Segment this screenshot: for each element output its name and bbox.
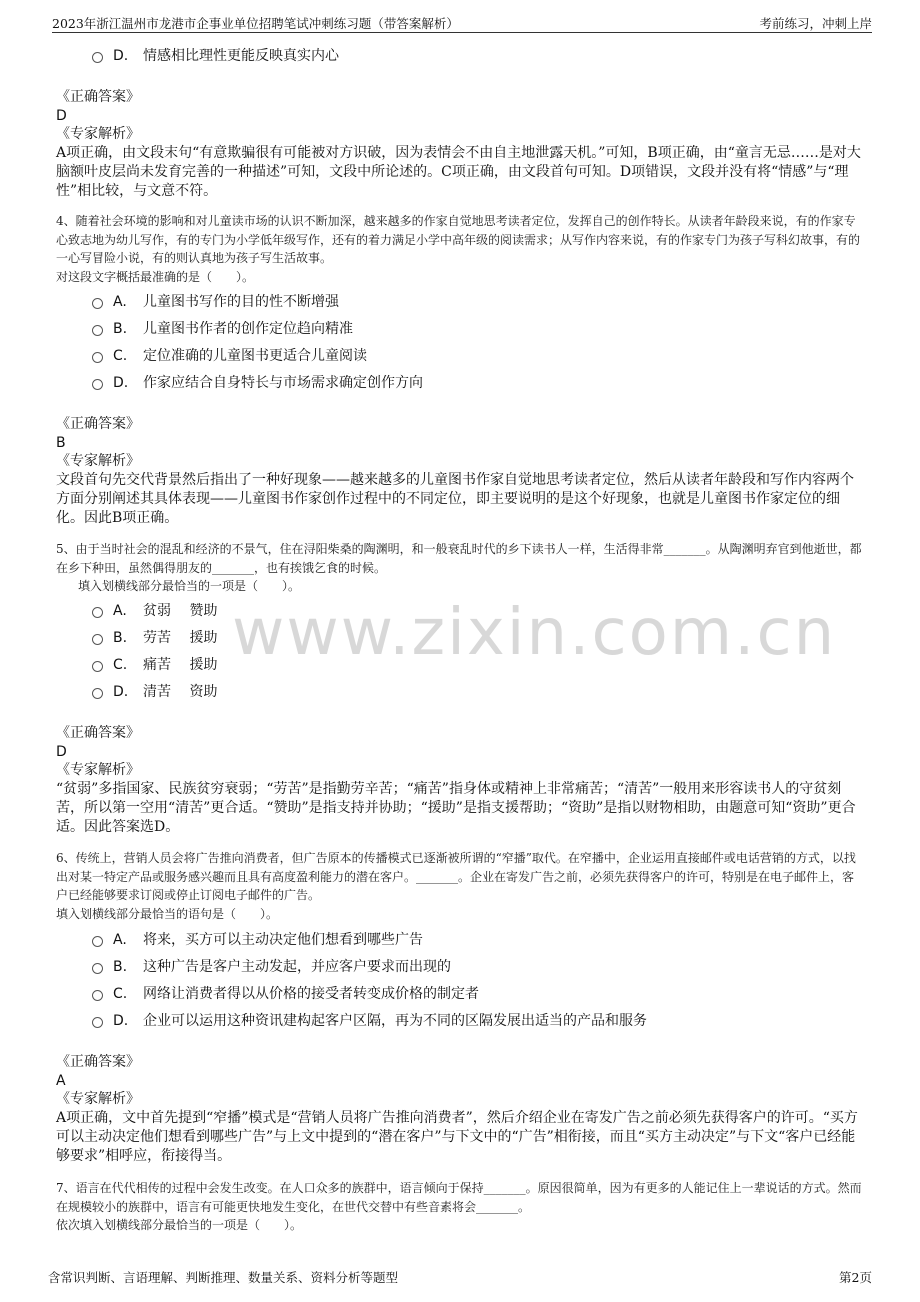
q3-option-d[interactable]: D. 情感相比理性更能反映真实内心 <box>92 46 339 66</box>
q4-stem <box>56 212 864 286</box>
page-header <box>52 12 872 33</box>
question-text: 7、语言在代代相传的过程中会发生改变。在人口众多的族群中，语言倾向于保持_______。原因很简单，因为有更多的人能记住上一辈说话的方式。然而在规模较小的族群中，语言有可能更快地发生变化，在世代交替中有些音素将会_______。 <box>56 1181 862 1214</box>
question-prompt: 填入划横线部分最恰当的一项是（ ）。 <box>78 579 301 593</box>
explanation-text: A项正确，由文段末句“有意欺骗很有可能被对方识破，因为表情会不由自主地泄露天机。”可知，B项正确，由“童言无忌……是对大脑额叶皮层尚未发育完善的一种描述”可知，文段中所论述的。C项正确，由文段首句可知。D项错误，文段并没有将“情感”与“理性”相比较，与文意不符。 <box>56 145 861 199</box>
radio-icon[interactable] <box>92 298 103 309</box>
q4-answer-block <box>56 415 864 528</box>
question-prompt: 填入划横线部分最恰当的语句是（ ）。 <box>56 906 279 921</box>
question-text: 5、由于当时社会的混乱和经济的不景气，住在浔阳柴桑的陶渊明，和一般衰乱时代的乡下读书人一样，生活得非常_______。从陶渊明弃官到他逝世，都在乡下种田，虽然偶得朋友的_______，也有挨饿乞食的时候。 <box>56 542 862 575</box>
q4-option-a[interactable]: A. 儿童图书写作的目的性不断增强 <box>92 292 339 312</box>
q6-option-b[interactable]: B. 这种广告是客户主动发起，并应客户要求而出现的 <box>92 957 451 977</box>
question-text: 6、传统上，营销人员会将广告推向消费者，但广告原本的传播模式已逐渐被所谓的“窄播”取代。在窄播中，企业运用直接邮件或电话营销的方式，以找出对某一特定产品或服务感兴趣而且具有高度盈利能力的潜在客户。_______。企业在寄发广告之前，必须先获得客户的许可，特别是在电子邮件上，客户已经能够要求订阅或停止订阅电子邮件的广告。 <box>56 851 856 902</box>
q4-option-b[interactable]: B. 儿童图书作者的创作定位趋向精准 <box>92 319 353 339</box>
option-text: 贫弱 赞助 <box>143 603 218 619</box>
question-prompt: 对这段文字概括最准确的是（ ）。 <box>56 269 255 284</box>
radio-icon[interactable] <box>92 52 103 63</box>
option-text: 清苦 资助 <box>143 684 218 700</box>
radio-icon[interactable] <box>92 688 103 699</box>
option-text: 儿童图书写作的目的性不断增强 <box>143 294 339 310</box>
answer-label: 《正确答案》 <box>56 1054 140 1070</box>
option-text: 痛苦 援助 <box>143 657 218 673</box>
option-text: 劳苦 援助 <box>143 630 218 646</box>
q4-option-d[interactable]: D. 作家应结合自身特长与市场需求确定创作方向 <box>92 373 423 393</box>
explanation-label: 《专家解析》 <box>56 762 140 778</box>
answer-value: D <box>56 108 67 124</box>
radio-icon[interactable] <box>92 661 103 672</box>
option-text: 定位准确的儿童图书更适合儿童阅读 <box>143 348 367 364</box>
q6-option-c[interactable]: C. 网络让消费者得以从价格的接受者转变成价格的制定者 <box>92 984 479 1004</box>
radio-icon[interactable] <box>92 325 103 336</box>
radio-icon[interactable] <box>92 607 103 618</box>
explanation-text: A项正确，文中首先提到“窄播”模式是“营销人员将广告推向消费者”，然后介绍企业在寄发广告之前必须先获得客户的许可。“买方可以主动决定他们想看到哪些广告”与上文中提到的“潜在客户”与下文中的“广告”相衔接，而且“买方主动决定”与下文“客户已经能够要求”相呼应，衔接得当。 <box>56 1110 858 1164</box>
radio-icon[interactable] <box>92 990 103 1001</box>
radio-icon[interactable] <box>92 634 103 645</box>
radio-icon[interactable] <box>92 1017 103 1028</box>
answer-label: 《正确答案》 <box>56 725 140 741</box>
option-text: 情感相比理性更能反映真实内心 <box>143 48 339 64</box>
radio-icon[interactable] <box>92 379 103 390</box>
answer-value: A <box>56 1073 66 1089</box>
q5-option-a[interactable]: A. 贫弱 赞助 <box>92 601 217 621</box>
footer-text: 含常识判断、言语理解、判断推理、数量关系、资料分析等题型 <box>48 1270 399 1285</box>
q5-option-d[interactable]: D. 清苦 资助 <box>92 682 217 702</box>
answer-value: D <box>56 744 67 760</box>
page-number: 第2页 <box>839 1270 872 1285</box>
header-slogan: 考前练习，冲刺上岸 <box>759 16 872 31</box>
q4-option-c[interactable]: C. 定位准确的儿童图书更适合儿童阅读 <box>92 346 367 366</box>
q6-option-a[interactable]: A. 将来，买方可以主动决定他们想看到哪些广告 <box>92 930 423 950</box>
q5-stem <box>56 540 864 596</box>
option-text: 将来，买方可以主动决定他们想看到哪些广告 <box>143 932 423 948</box>
option-text: 儿童图书作者的创作定位趋向精准 <box>143 321 353 337</box>
answer-label: 《正确答案》 <box>56 416 140 432</box>
radio-icon[interactable] <box>92 352 103 363</box>
document-title: 2023年浙江温州市龙港市企事业单位招聘笔试冲刺练习题（带答案解析） <box>52 16 459 31</box>
radio-icon[interactable] <box>92 963 103 974</box>
answer-value: B <box>56 435 66 451</box>
q5-answer-block <box>56 724 864 837</box>
option-text: 作家应结合自身特长与市场需求确定创作方向 <box>143 375 423 391</box>
explanation-text: 文段首句先交代背景然后指出了一种好现象——越来越多的儿童图书作家自觉地思考读者定位，然后从读者年龄段和写作内容两个方面分别阐述其具体表现——儿童图书作家创作过程中的不同定位，即主要说明的是这个好现象，也就是儿童图书作家定位的细化。因此B项正确。 <box>56 472 854 526</box>
q6-option-d[interactable]: D. 企业可以运用这种资讯建构起客户区隔，再为不同的区隔发展出适当的产品和服务 <box>92 1011 647 1031</box>
option-text: 网络让消费者得以从价格的接受者转变成价格的制定者 <box>143 986 479 1002</box>
question-text: 4、随着社会环境的影响和对儿童读市场的认识不断加深，越来越多的作家自觉地思考读者定位，发挥自己的创作特长。从读者年龄段来说，有的作家专心致志地为幼儿写作，有的专门为小学低年级写作，还有的着力满足小学中高年级的阅读需求；从写作内容来说，有的作家专门为孩子写科幻故事，有的一心写冒险小说，有的则认真地为孩子写生活故事。 <box>56 214 861 265</box>
q5-option-b[interactable]: B. 劳苦 援助 <box>92 628 217 648</box>
explanation-label: 《专家解析》 <box>56 453 140 469</box>
answer-label: 《正确答案》 <box>56 89 140 105</box>
option-text: 企业可以运用这种资讯建构起客户区隔，再为不同的区隔发展出适当的产品和服务 <box>143 1013 647 1029</box>
q6-stem <box>56 849 864 923</box>
option-text: 这种广告是客户主动发起，并应客户要求而出现的 <box>143 959 451 975</box>
explanation-label: 《专家解析》 <box>56 1091 140 1107</box>
watermark: www.zixin.com.cn <box>232 596 837 670</box>
q7-stem <box>56 1179 864 1235</box>
explanation-label: 《专家解析》 <box>56 126 140 142</box>
q3-answer-block <box>56 88 864 201</box>
radio-icon[interactable] <box>92 936 103 947</box>
q6-answer-block <box>56 1053 864 1166</box>
explanation-text: “贫弱”多指国家、民族贫穷衰弱；“劳苦”是指勤劳辛苦；“痛苦”指身体或精神上非常痛苦；“清苦”一般用来形容读书人的守贫刻苦，所以第一空用“清苦”更合适。“赞助”是指支持并协助；“援助”是指支援帮助；“资助”是指以财物相助，由题意可知“资助”更合适。因此答案选D。 <box>56 781 856 835</box>
page-footer <box>48 1268 872 1286</box>
question-prompt: 依次填入划横线部分最恰当的一项是（ ）。 <box>56 1218 303 1232</box>
q5-option-c[interactable]: C. 痛苦 援助 <box>92 655 217 675</box>
